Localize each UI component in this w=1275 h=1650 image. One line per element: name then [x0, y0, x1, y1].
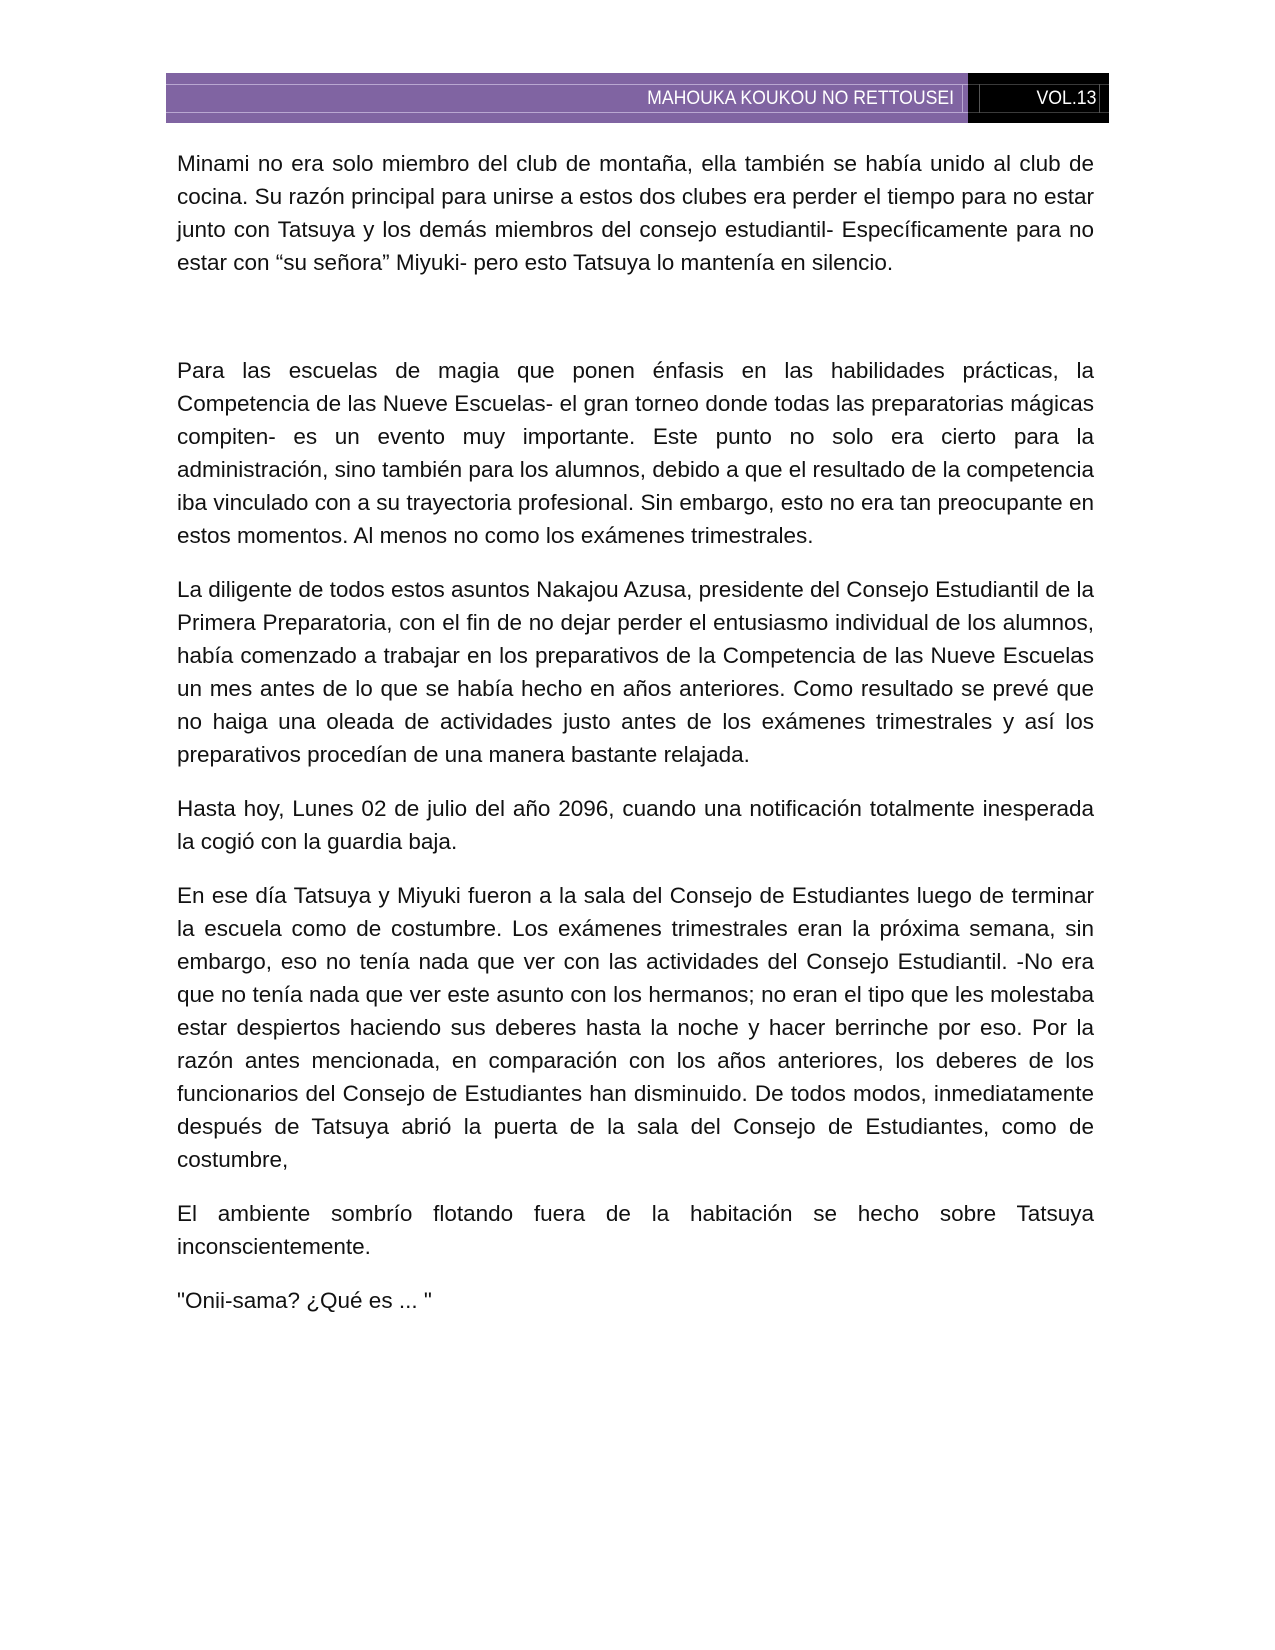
paragraph: Minami no era solo miembro del club de montaña, ella también se había unido al club de cocina. Su razón principal para unirse a estos dos clubes era perder el tiempo para no estar junto con Tatsuya y los demás miembros del consejo estudiantil- Específicamente para no estar con “su señora” Miyuki- pero esto Tatsuya lo mantenía en silencio. [177, 151, 1094, 275]
header-title-band [166, 73, 968, 123]
dialogue-line: "Onii-sama? ¿Qué es ... " [177, 1288, 432, 1313]
volume-divider-left [979, 84, 980, 113]
page-body [177, 147, 1094, 1338]
volume-divider-right [1099, 84, 1100, 113]
header-volume-box [968, 73, 1109, 123]
paragraph: Para las escuelas de magia que ponen énfasis en las habilidades prácticas, la Competencia de las Nueve Escuelas- el gran torneo donde todas las preparatorias mágicas compiten- es un evento muy importante. Este punto no solo era cierto para la administración, sino también para los alumnos, debido a que el resultado de la competencia iba vinculado con a su trayectoria profesional. Sin embargo, esto no era tan preocupante en estos momentos. Al menos no como los exámenes trimestrales. [177, 358, 1094, 548]
header-divider [962, 84, 963, 113]
header-series-title: MAHOUKA KOUKOU NO RETTOUSEI [647, 88, 954, 109]
header-volume-label: VOL.13 [1036, 88, 1096, 109]
empty-paragraph [177, 300, 1094, 333]
paragraph: En ese día Tatsuya y Miyuki fueron a la sala del Consejo de Estudiantes luego de terminar la escuela como de costumbre. Los exámenes trimestrales eran la próxima semana, sin embargo, eso no tenía nada que ver con las actividades del Consejo Estudiantil. -No era que no tenía nada que ver este asunto con los hermanos; no eran el tipo que les molestaba estar despiertos haciendo sus deberes hasta la noche y hacer berrinche por eso. Por la razón antes mencionada, en comparación con los años anteriores, los deberes de los funcionarios del Consejo de Estudiantes han disminuido. De todos modos, inmediatamente después de Tatsuya abrió la puerta de la sala del Consejo de Estudiantes, como de costumbre, [177, 883, 1094, 1172]
paragraph: El ambiente sombrío flotando fuera de la habitación se hecho sobre Tatsuya inconscientemente. [177, 1201, 1094, 1259]
paragraph: La diligente de todos estos asuntos Nakajou Azusa, presidente del Consejo Estudiantil de la Primera Preparatoria, con el fin de no dejar perder el entusiasmo individual de los alumnos, había comenzado a trabajar en los preparativos de la Competencia de las Nueve Escuelas un mes antes de lo que se había hecho en años anteriores. Como resultado se prevé que no haiga una oleada de actividades justo antes de los exámenes trimestrales y así los preparativos procedían de una manera bastante relajada. [177, 577, 1094, 767]
running-header [166, 73, 1109, 123]
paragraph: Hasta hoy, Lunes 02 de julio del año 2096, cuando una notificación totalmente inesperada la cogió con la guardia baja. [177, 796, 1094, 854]
